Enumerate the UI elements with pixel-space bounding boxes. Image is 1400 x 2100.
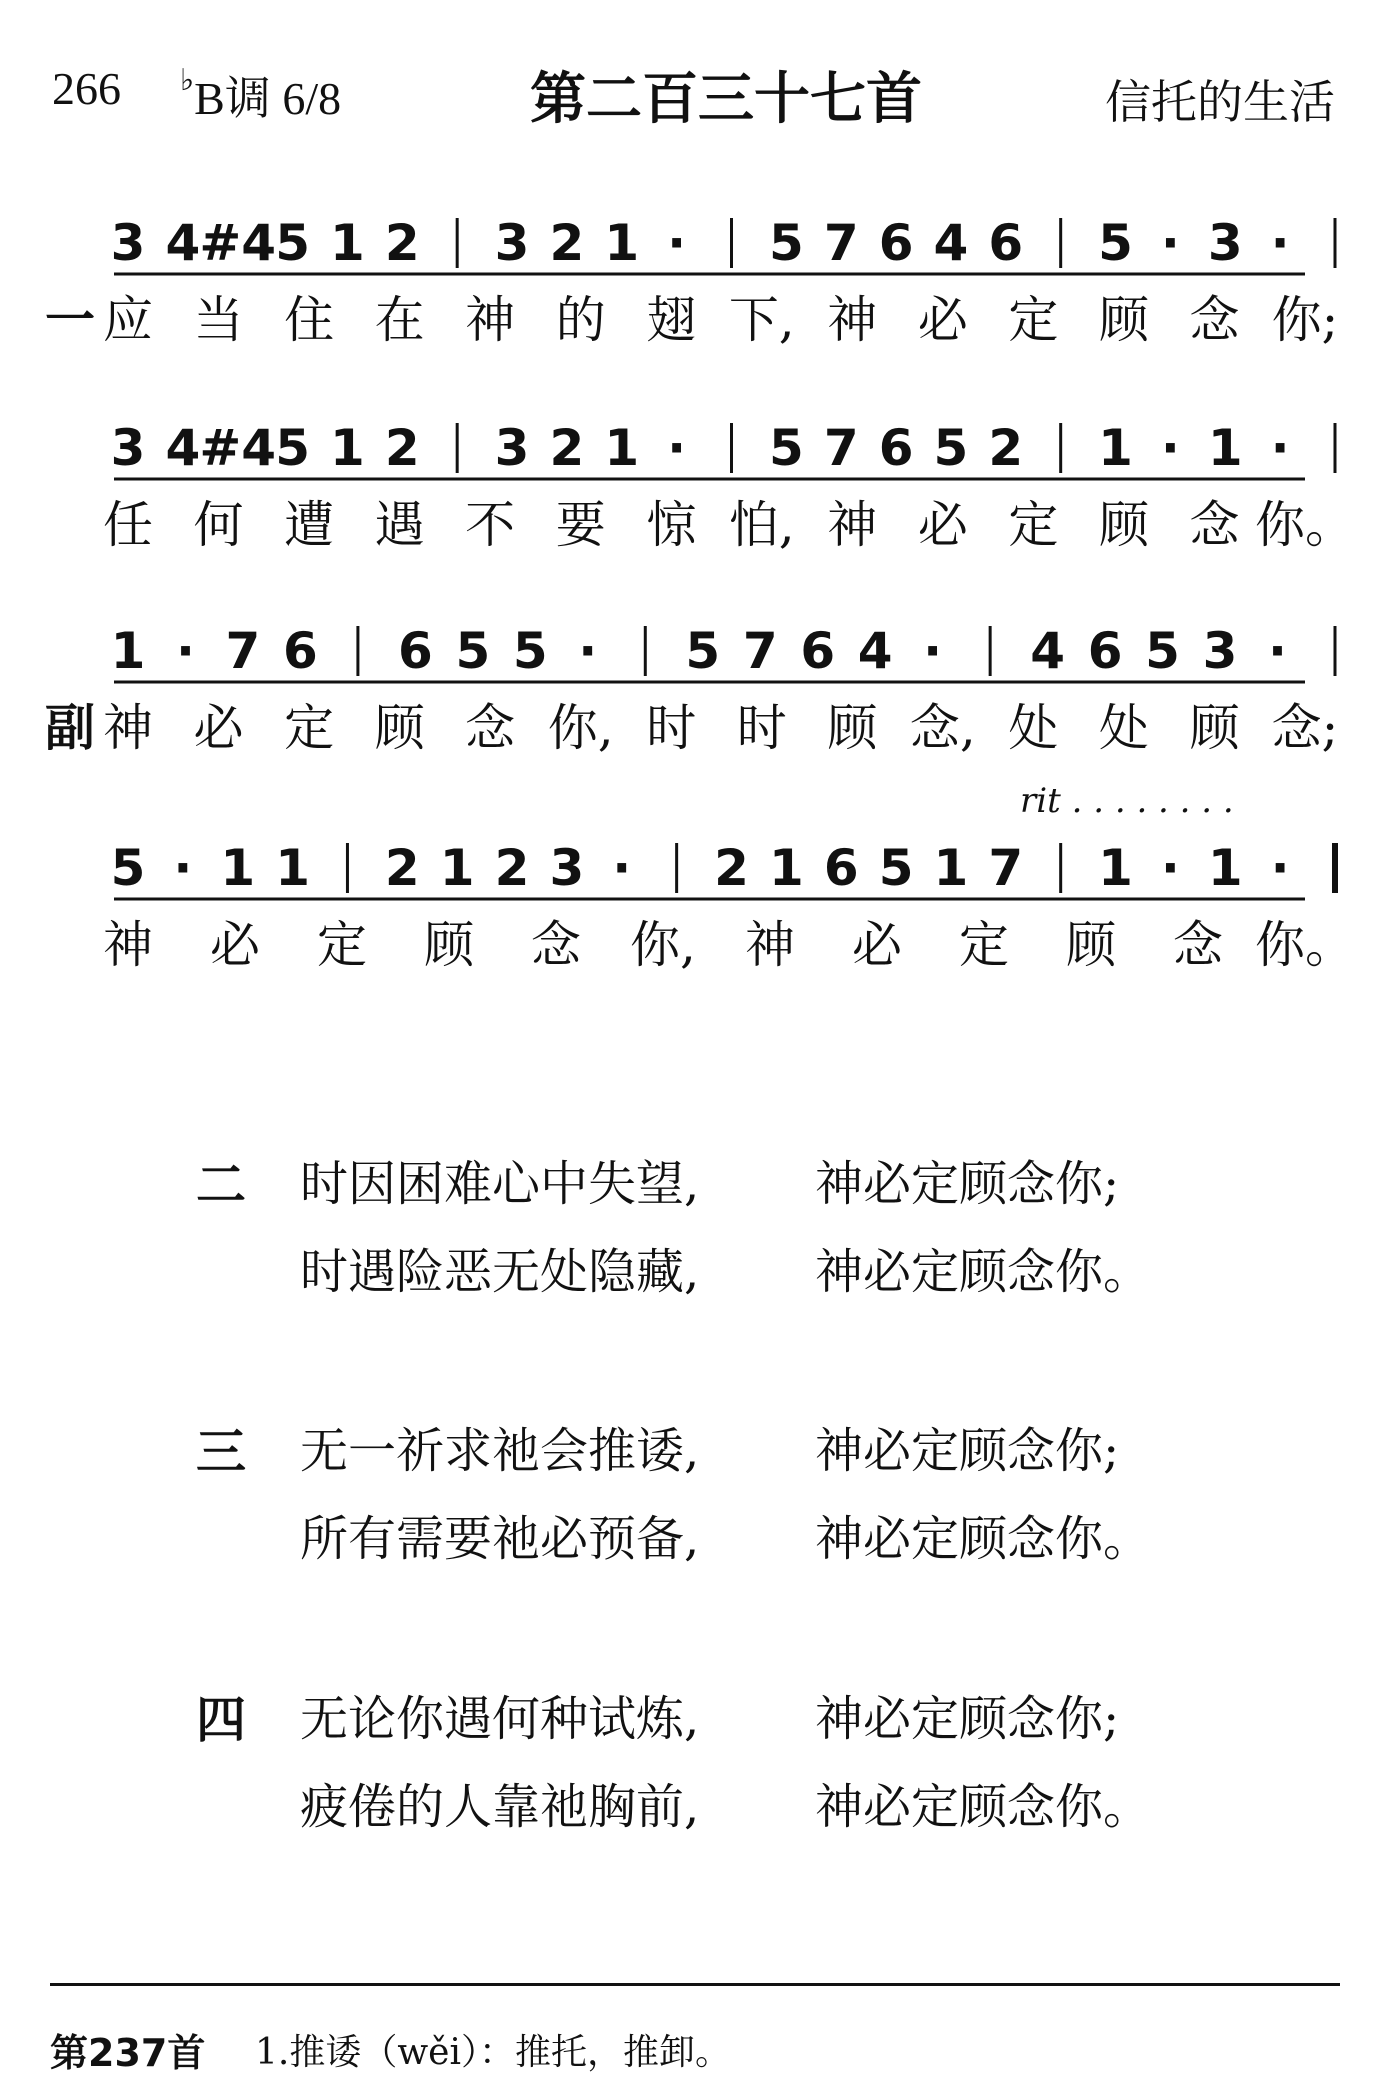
note: 1 bbox=[439, 839, 475, 897]
note: 2 bbox=[714, 839, 749, 897]
note: 7 bbox=[823, 419, 859, 477]
lyric-syllable: 顾 bbox=[1189, 699, 1240, 757]
note: 1 bbox=[1207, 839, 1243, 897]
lyric-syllable: 念 bbox=[1189, 291, 1240, 349]
dot-mark: · bbox=[1270, 419, 1290, 477]
lyric-syllable: 顾 bbox=[1098, 291, 1149, 349]
lyric-syllable: 时 bbox=[736, 699, 787, 757]
lyric-syllable: 必 bbox=[917, 291, 968, 349]
lyric-syllable: 念, bbox=[909, 699, 976, 757]
lyric-syllable: 要 bbox=[555, 496, 606, 554]
dot-mark: · bbox=[667, 419, 687, 477]
note: #4 bbox=[199, 214, 277, 272]
note: 7 bbox=[823, 214, 859, 272]
lyric-syllable: 定 bbox=[1008, 496, 1059, 554]
note: 1 bbox=[1098, 419, 1133, 477]
note: 5 bbox=[933, 419, 969, 477]
note: 1 bbox=[604, 419, 640, 477]
note: 2 bbox=[384, 839, 420, 897]
lyric-syllable: 时 bbox=[646, 699, 697, 757]
verse-line: 神必定顾念你。 bbox=[815, 1511, 1152, 1567]
note: #4 bbox=[199, 419, 277, 477]
lyric-syllable: 翅 bbox=[646, 291, 697, 349]
dot-mark: · bbox=[612, 839, 632, 897]
note: 6 bbox=[988, 214, 1024, 272]
lyric-syllable: 定 bbox=[1008, 291, 1059, 349]
lyric-syllable: 遇 bbox=[374, 496, 425, 554]
rit-marking: rit . . . . . . . . bbox=[1020, 781, 1234, 821]
note: 7 bbox=[742, 622, 778, 680]
lyric-syllable: 定 bbox=[959, 916, 1009, 974]
flat-sign: ♭ bbox=[180, 63, 195, 97]
note: 6 bbox=[878, 214, 914, 272]
lyric-syllable: 任 bbox=[103, 496, 153, 554]
dot-mark: · bbox=[1160, 214, 1180, 272]
verse-number: 二 bbox=[196, 1156, 246, 1214]
footnote-label: 第237首 bbox=[50, 2031, 206, 2075]
note: 3 bbox=[110, 214, 146, 272]
lyric-syllable: 定 bbox=[317, 916, 367, 974]
lyric-syllable: 惊 bbox=[646, 496, 697, 554]
lyric-syllable: 念 bbox=[465, 699, 516, 757]
lyric-syllable: 神 bbox=[465, 291, 516, 349]
note: 5 bbox=[878, 839, 914, 897]
page-number: 266 bbox=[52, 63, 121, 114]
verse-line: 所有需要祂必预备, bbox=[300, 1511, 700, 1567]
note: 4 bbox=[857, 622, 893, 680]
lyric-syllable: 必 bbox=[210, 916, 260, 974]
lyric-syllable: 何 bbox=[193, 496, 244, 554]
note: 5 bbox=[275, 419, 310, 477]
lyric-syllable: 神 bbox=[827, 291, 878, 349]
lyric-syllable: 不 bbox=[465, 496, 516, 554]
note: 6 bbox=[823, 839, 859, 897]
note: 6 bbox=[397, 622, 433, 680]
lyric-syllable: 念 bbox=[1189, 496, 1240, 554]
note: 1 bbox=[1098, 839, 1133, 897]
note: 4 bbox=[933, 214, 969, 272]
lyric-syllable: 顾 bbox=[827, 699, 878, 757]
note: 3 bbox=[494, 214, 530, 272]
verse-line: 神必定顾念你; bbox=[815, 1691, 1120, 1747]
dot-mark: · bbox=[1270, 839, 1290, 897]
key-text: B调 6/8 bbox=[194, 73, 342, 124]
note: 3 bbox=[110, 419, 146, 477]
dot-mark: · bbox=[175, 622, 195, 680]
verse-line: 无一祈求祂会推诿, bbox=[300, 1423, 700, 1479]
note: 1 bbox=[1207, 419, 1243, 477]
lyric-syllable: 处 bbox=[1008, 699, 1059, 757]
lyric-syllable: 神 bbox=[827, 496, 878, 554]
note: 3 bbox=[1202, 622, 1238, 680]
note: 5 bbox=[1098, 214, 1133, 272]
verse-line: 时遇险恶无处隐藏, bbox=[300, 1244, 700, 1300]
note: 5 bbox=[110, 839, 146, 897]
lyric-syllable: 念; bbox=[1271, 699, 1339, 757]
lyric-syllable: 神 bbox=[745, 916, 795, 974]
lyric-syllable: 念 bbox=[531, 916, 581, 974]
lyric-syllable: 顾 bbox=[424, 916, 474, 974]
lyric-syllable: 顾 bbox=[1066, 916, 1116, 974]
note: 5 bbox=[768, 419, 804, 477]
verse-number: 四 bbox=[196, 1691, 246, 1749]
verse-line: 疲倦的人靠祂胸前, bbox=[300, 1779, 700, 1835]
note: 2 bbox=[988, 419, 1024, 477]
lyric-syllable: 你, bbox=[547, 699, 614, 757]
note: 7 bbox=[988, 839, 1024, 897]
verse-line: 时因困难心中失望, bbox=[300, 1156, 700, 1212]
note: 2 bbox=[384, 214, 420, 272]
verse-number: 三 bbox=[196, 1423, 246, 1481]
dot-mark: · bbox=[1270, 214, 1290, 272]
note: 6 bbox=[1087, 622, 1123, 680]
lyric-syllable: 你。 bbox=[1255, 916, 1355, 974]
dot-mark: · bbox=[923, 622, 943, 680]
lyric-syllable: 神 bbox=[103, 699, 153, 757]
lyric-syllable: 当 bbox=[193, 291, 244, 349]
verse-mark: 一 bbox=[45, 291, 95, 349]
lyric-syllable: 遭 bbox=[284, 496, 335, 554]
note: 1 bbox=[604, 214, 640, 272]
footnote-text: 1.推诿（wěi）：推托，推卸。 bbox=[255, 2032, 731, 2073]
note: 4 bbox=[165, 214, 201, 272]
note: 1 bbox=[110, 622, 146, 680]
note: 6 bbox=[800, 622, 836, 680]
note: 5 bbox=[275, 214, 310, 272]
hymn-category: 信托的生活 bbox=[1105, 75, 1335, 129]
note: 4 bbox=[165, 419, 201, 477]
lyric-syllable: 神 bbox=[103, 916, 153, 974]
lyric-syllable: 定 bbox=[284, 699, 335, 757]
verse-line: 神必定顾念你; bbox=[815, 1156, 1120, 1212]
note: 3 bbox=[549, 839, 585, 897]
lyric-syllable: 你。 bbox=[1255, 496, 1355, 554]
lyric-syllable: 处 bbox=[1098, 699, 1149, 757]
note: 1 bbox=[330, 419, 365, 477]
lyric-syllable: 在 bbox=[374, 291, 425, 349]
lyric-syllable: 必 bbox=[852, 916, 902, 974]
note: 5 bbox=[685, 622, 721, 680]
lyric-syllable: 你; bbox=[1271, 291, 1339, 349]
dot-mark: · bbox=[578, 622, 598, 680]
lyric-syllable: 下, bbox=[728, 291, 795, 349]
note: 1 bbox=[275, 839, 310, 897]
note: 1 bbox=[330, 214, 365, 272]
lyric-syllable: 顾 bbox=[374, 699, 425, 757]
footer-rule bbox=[50, 1983, 1340, 1986]
lyric-syllable: 怕, bbox=[728, 496, 795, 554]
note: 3 bbox=[494, 419, 530, 477]
verse-line: 神必定顾念你。 bbox=[815, 1779, 1152, 1835]
note: 7 bbox=[225, 622, 261, 680]
lyric-syllable: 念 bbox=[1173, 916, 1223, 974]
lyric-syllable: 应 bbox=[103, 291, 153, 349]
note: 5 bbox=[455, 622, 491, 680]
hymn-title: 第二百三十七首 bbox=[530, 67, 922, 132]
dot-mark: · bbox=[1268, 622, 1288, 680]
verse-line: 无论你遇何种试炼, bbox=[300, 1691, 700, 1747]
verse-line: 神必定顾念你。 bbox=[815, 1244, 1152, 1300]
verse-line: 神必定顾念你; bbox=[815, 1423, 1120, 1479]
dot-mark: · bbox=[667, 214, 687, 272]
note: 3 bbox=[1207, 214, 1243, 272]
note: 2 bbox=[549, 214, 585, 272]
note: 5 bbox=[512, 622, 548, 680]
dot-mark: · bbox=[173, 839, 193, 897]
lyric-syllable: 必 bbox=[917, 496, 968, 554]
note: 1 bbox=[768, 839, 804, 897]
verse-mark: 副 bbox=[45, 699, 95, 757]
lyric-syllable: 住 bbox=[284, 291, 335, 349]
note: 1 bbox=[933, 839, 969, 897]
note: 4 bbox=[1030, 622, 1066, 680]
note: 5 bbox=[1145, 622, 1180, 680]
lyric-syllable: 必 bbox=[193, 699, 244, 757]
note: 6 bbox=[878, 419, 914, 477]
score-lines bbox=[45, 214, 1355, 974]
note: 2 bbox=[384, 419, 420, 477]
dot-mark: · bbox=[1160, 419, 1180, 477]
lyric-syllable: 的 bbox=[555, 291, 606, 349]
lyric-syllable: 你, bbox=[630, 916, 696, 974]
note: 5 bbox=[768, 214, 804, 272]
note: 6 bbox=[283, 622, 318, 680]
lyric-syllable: 顾 bbox=[1098, 496, 1149, 554]
note: 2 bbox=[549, 419, 585, 477]
note: 1 bbox=[220, 839, 256, 897]
dot-mark: · bbox=[1160, 839, 1180, 897]
note: 2 bbox=[494, 839, 530, 897]
